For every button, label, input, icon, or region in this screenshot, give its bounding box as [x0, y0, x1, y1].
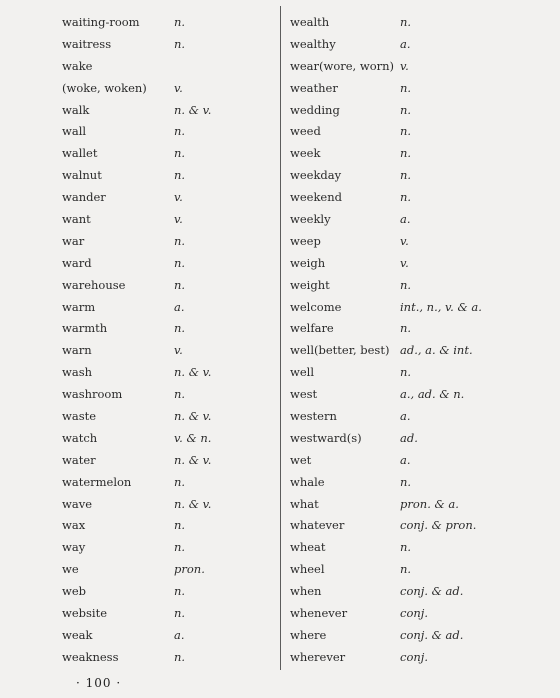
word-entry	[290, 231, 540, 253]
part-of-speech: v.	[400, 233, 409, 248]
word-entry	[62, 56, 272, 78]
word-entry	[290, 318, 540, 340]
part-of-speech: n.	[174, 15, 186, 29]
headword: wallet	[62, 146, 98, 161]
headword: weed	[290, 124, 321, 139]
headword: walnut	[62, 168, 102, 183]
part-of-speech: a.	[400, 452, 411, 467]
part-of-speech: a., ad. & n.	[400, 387, 465, 402]
headword: weep	[290, 233, 321, 248]
part-of-speech: v.	[400, 58, 409, 73]
headword: weigh	[290, 255, 326, 270]
word-entry	[62, 100, 272, 122]
headword: what	[290, 496, 319, 511]
headword: warn	[62, 343, 92, 358]
word-entry	[62, 603, 272, 625]
headword: war	[62, 233, 85, 248]
headword: welfare	[290, 321, 334, 336]
word-entry	[290, 515, 540, 537]
part-of-speech: conj. & ad.	[400, 584, 464, 599]
part-of-speech: n.	[400, 540, 412, 555]
headword: ward	[62, 255, 92, 270]
part-of-speech: ad., a. & int.	[400, 343, 473, 358]
headword: week	[290, 146, 321, 161]
part-of-speech: n.	[174, 474, 186, 489]
part-of-speech: n.	[174, 168, 186, 183]
headword: whenever	[290, 606, 348, 621]
word-entry	[62, 406, 272, 428]
part-of-speech: n.	[400, 15, 412, 29]
word-entry	[290, 450, 540, 472]
part-of-speech: n.	[174, 255, 186, 270]
part-of-speech: n.	[174, 540, 186, 555]
part-of-speech: n.	[400, 146, 412, 161]
word-entry	[62, 537, 272, 559]
headword: wander	[62, 190, 106, 205]
headword: well	[290, 365, 315, 380]
word-entry	[290, 603, 540, 625]
page-number: · 100 ·	[76, 676, 122, 690]
headword: when	[290, 584, 322, 599]
headword: whatever	[290, 518, 345, 533]
part-of-speech: n.	[174, 584, 186, 599]
headword: watermelon	[62, 474, 132, 489]
word-entry	[290, 362, 540, 384]
headword: water	[62, 452, 96, 467]
part-of-speech: n.	[400, 321, 412, 336]
part-of-speech: v.	[174, 80, 183, 95]
word-entry	[62, 647, 272, 669]
headword: we	[62, 562, 79, 577]
word-entry	[290, 56, 540, 78]
column-divider	[280, 6, 281, 670]
headword: welcome	[290, 299, 342, 314]
word-entry	[62, 515, 272, 537]
word-entry	[62, 340, 272, 362]
headword: wear(wore, worn)	[290, 58, 395, 73]
word-entry	[62, 187, 272, 209]
word-entry	[62, 384, 272, 406]
headword: weakness	[62, 649, 119, 664]
headword: western	[290, 409, 337, 424]
word-entry	[62, 362, 272, 384]
part-of-speech: v.	[174, 190, 183, 205]
word-entry	[290, 537, 540, 559]
word-entry	[290, 297, 540, 319]
word-entry	[290, 165, 540, 187]
part-of-speech: n. & v.	[174, 102, 212, 117]
part-of-speech: v.	[174, 212, 183, 227]
word-entry	[290, 384, 540, 406]
headword: warmth	[62, 321, 108, 336]
headword: wedding	[290, 102, 340, 117]
word-entry	[290, 209, 540, 231]
headword: wealth	[290, 15, 330, 29]
part-of-speech: n.	[174, 518, 186, 533]
word-entry	[62, 625, 272, 647]
part-of-speech: n.	[400, 474, 412, 489]
part-of-speech: a.	[174, 299, 185, 314]
word-entry	[290, 559, 540, 581]
word-entry	[62, 209, 272, 231]
part-of-speech: n.	[400, 562, 412, 577]
word-entry	[62, 143, 272, 165]
part-of-speech: conj.	[400, 606, 428, 621]
headword: website	[62, 606, 108, 621]
word-entry	[290, 494, 540, 516]
word-entry	[62, 428, 272, 450]
part-of-speech: int., n., v. & a.	[400, 299, 482, 314]
word-entry	[62, 231, 272, 253]
word-entry	[290, 143, 540, 165]
word-entry	[290, 121, 540, 143]
part-of-speech: n.	[174, 649, 186, 664]
word-entry	[290, 275, 540, 297]
part-of-speech: a.	[400, 212, 411, 227]
headword: where	[290, 627, 327, 642]
headword: west	[290, 387, 318, 402]
part-of-speech: pron.	[174, 562, 205, 577]
headword: warehouse	[62, 277, 126, 292]
word-entry	[290, 472, 540, 494]
headword: wash	[62, 365, 93, 380]
headword: wheel	[290, 562, 325, 577]
part-of-speech: conj. & ad.	[400, 627, 464, 642]
part-of-speech: n.	[174, 606, 186, 621]
headword: way	[62, 540, 86, 555]
part-of-speech: n. & v.	[174, 409, 212, 424]
word-entry	[62, 78, 272, 100]
part-of-speech: n.	[174, 233, 186, 248]
part-of-speech: n.	[400, 190, 412, 205]
part-of-speech: n.	[174, 36, 186, 51]
part-of-speech: n.	[400, 365, 412, 380]
word-entry	[290, 100, 540, 122]
word-entry	[290, 625, 540, 647]
headword: waitress	[62, 36, 112, 51]
word-entry	[62, 450, 272, 472]
headword: wake	[62, 58, 93, 73]
word-entry	[62, 494, 272, 516]
part-of-speech: n. & v.	[174, 365, 212, 380]
headword: want	[62, 212, 91, 227]
word-entry	[290, 406, 540, 428]
word-entry	[62, 472, 272, 494]
headword: weather	[290, 80, 338, 95]
headword: whale	[290, 474, 325, 489]
word-entry	[62, 253, 272, 275]
part-of-speech: n.	[174, 146, 186, 161]
part-of-speech: n.	[174, 321, 186, 336]
word-entry	[290, 12, 540, 34]
part-of-speech: v.	[174, 343, 183, 358]
part-of-speech: n.	[174, 277, 186, 292]
headword: waiting-room	[62, 15, 140, 29]
word-entry	[62, 12, 272, 34]
headword: walk	[62, 102, 90, 117]
part-of-speech: conj.	[400, 649, 428, 664]
part-of-speech: n. & v.	[174, 496, 212, 511]
headword: watch	[62, 430, 98, 445]
headword: wax	[62, 518, 86, 533]
word-entry	[62, 165, 272, 187]
headword: weekly	[290, 212, 331, 227]
word-entry	[290, 581, 540, 603]
part-of-speech: n. & v.	[174, 452, 212, 467]
part-of-speech: n.	[174, 387, 186, 402]
headword: warm	[62, 299, 96, 314]
word-entry	[290, 187, 540, 209]
part-of-speech: n.	[400, 124, 412, 139]
word-entry	[290, 647, 540, 669]
part-of-speech: n.	[400, 277, 412, 292]
part-of-speech: a.	[400, 36, 411, 51]
headword: wealthy	[290, 36, 336, 51]
word-entry	[290, 428, 540, 450]
word-entry	[290, 340, 540, 362]
part-of-speech: n.	[400, 168, 412, 183]
headword: wall	[62, 124, 87, 139]
part-of-speech: conj. & pron.	[400, 518, 477, 533]
part-of-speech: a.	[174, 627, 185, 642]
word-entry	[62, 559, 272, 581]
part-of-speech: a.	[400, 409, 411, 424]
word-entry	[290, 253, 540, 275]
word-entry	[62, 275, 272, 297]
headword: well(better, best)	[290, 343, 390, 358]
right-word-column	[290, 12, 540, 669]
headword: weekend	[290, 190, 342, 205]
word-entry	[62, 297, 272, 319]
headword: washroom	[62, 387, 123, 402]
part-of-speech: v. & n.	[174, 430, 212, 445]
headword: wheat	[290, 540, 326, 555]
part-of-speech: v.	[400, 255, 409, 270]
headword: web	[62, 584, 87, 599]
headword: wherever	[290, 649, 346, 664]
word-entry	[290, 78, 540, 100]
part-of-speech: n.	[174, 124, 186, 139]
left-word-column	[62, 12, 272, 669]
headword: weak	[62, 627, 93, 642]
word-entry	[62, 34, 272, 56]
headword: westward(s)	[290, 430, 362, 445]
headword: weekday	[290, 168, 342, 183]
part-of-speech: n.	[400, 80, 412, 95]
headword: weight	[290, 277, 330, 292]
part-of-speech: n.	[400, 102, 412, 117]
word-entry	[62, 318, 272, 340]
word-entry	[62, 121, 272, 143]
word-entry	[62, 581, 272, 603]
word-entry	[290, 34, 540, 56]
headword: wave	[62, 496, 93, 511]
headword: (woke, woken)	[62, 80, 147, 95]
part-of-speech: ad.	[400, 430, 418, 445]
headword: wet	[290, 452, 312, 467]
part-of-speech: pron. & a.	[400, 496, 459, 511]
headword: waste	[62, 409, 97, 424]
